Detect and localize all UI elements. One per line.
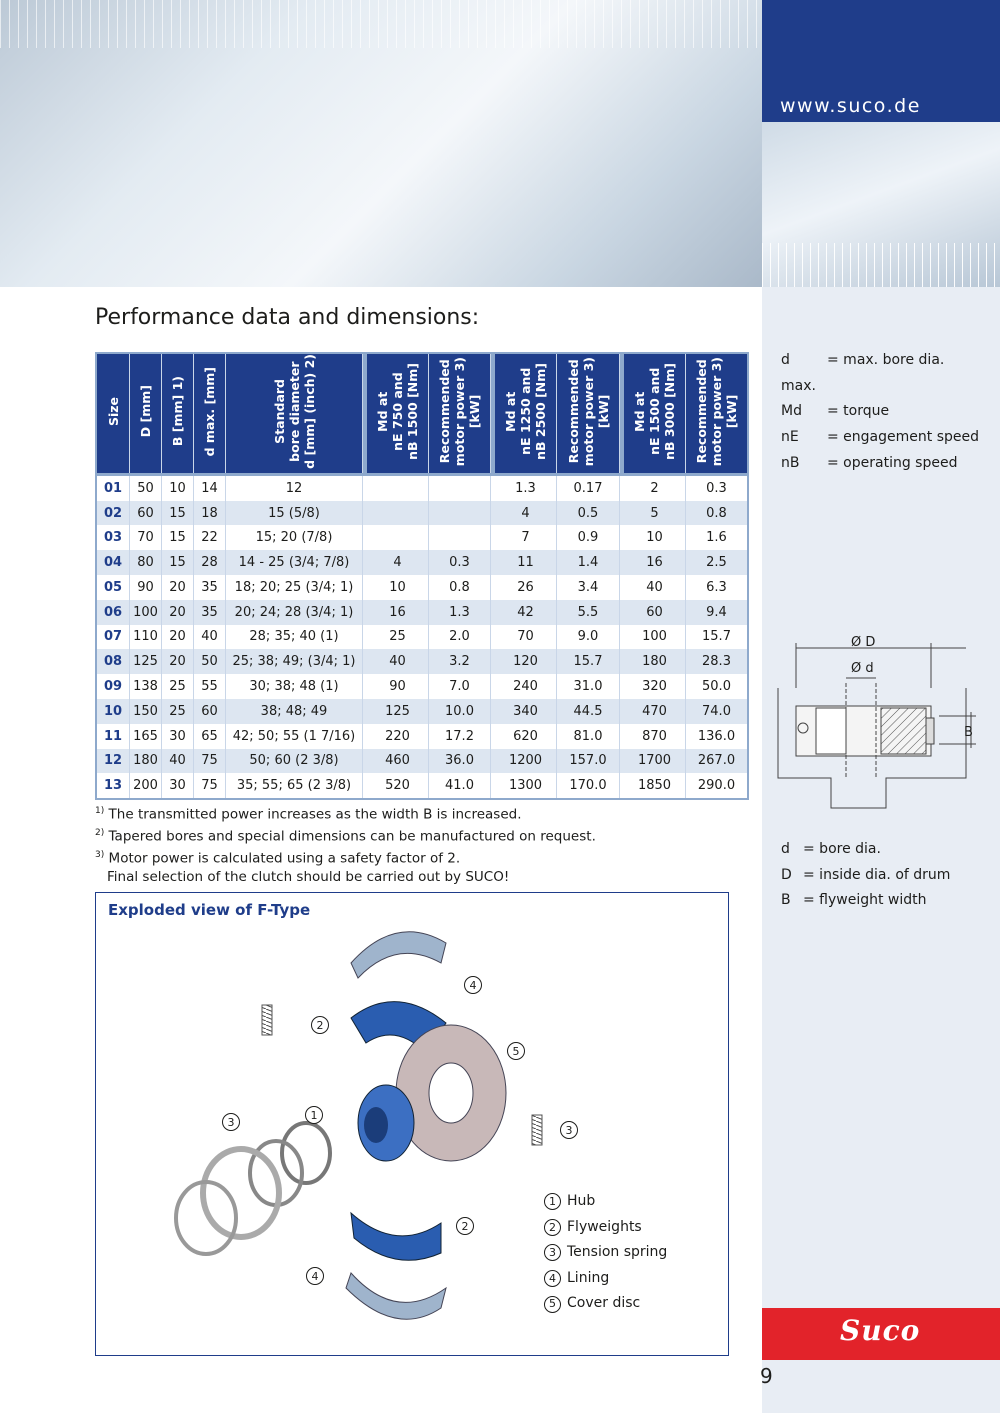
table-cell <box>367 525 429 550</box>
callout-4-bottom <box>307 1268 324 1285</box>
table-cell: 150 <box>130 699 162 724</box>
table-cell: 0.8 <box>686 501 749 526</box>
table-row <box>96 649 748 674</box>
column-header-line: Md at <box>375 391 390 432</box>
table-cell <box>429 474 491 500</box>
table-cell: 9.4 <box>686 600 749 625</box>
table-cell: 12 <box>226 474 363 500</box>
column-header-4 <box>226 353 363 474</box>
table-cell: 31.0 <box>557 674 620 699</box>
table-row <box>96 625 748 650</box>
part-number: 3 <box>544 1244 561 1261</box>
column-header-line: nE 1250 and <box>518 367 533 456</box>
part-item <box>544 1291 667 1317</box>
table-cell: 870 <box>624 724 686 749</box>
table-cell: 60 <box>624 600 686 625</box>
table-cell: 100 <box>624 625 686 650</box>
part-number: 5 <box>544 1296 561 1313</box>
table-cell: 80 <box>130 550 162 575</box>
legend-key: nB <box>781 454 800 471</box>
table-cell: 14 <box>194 474 226 500</box>
part-label: Flyweights <box>567 1218 642 1235</box>
column-header-line: Size <box>105 396 121 426</box>
table-cell: 290.0 <box>686 773 749 799</box>
table-cell: 42 <box>495 600 557 625</box>
table-cell: 25 <box>367 625 429 650</box>
table-cell: 267.0 <box>686 749 749 774</box>
part-item <box>544 1240 667 1266</box>
table-cell: 2.0 <box>429 625 491 650</box>
column-header-7 <box>495 353 557 474</box>
size-cell: 03 <box>96 525 130 550</box>
table-cell: 20 <box>162 600 194 625</box>
size-cell: 13 <box>96 773 130 799</box>
column-header-line: nE 750 and <box>390 372 405 451</box>
table-row <box>96 699 748 724</box>
table-cell: 200 <box>130 773 162 799</box>
table-cell: 40 <box>624 575 686 600</box>
column-header-line: d [mm] (inch) 2) <box>301 354 317 469</box>
table-cell: 16 <box>367 600 429 625</box>
table-cell: 125 <box>130 649 162 674</box>
table-cell: 1200 <box>495 749 557 774</box>
column-header-0 <box>96 353 130 474</box>
column-header-line: [kW] <box>595 394 611 429</box>
table-cell <box>429 525 491 550</box>
table-cell: 11 <box>495 550 557 575</box>
suco-logo: Suco <box>840 1314 921 1347</box>
table-cell: 3.2 <box>429 649 491 674</box>
table-cell: 7.0 <box>429 674 491 699</box>
lining-top <box>351 932 446 978</box>
size-cell: 09 <box>96 674 130 699</box>
table-cell: 240 <box>495 674 557 699</box>
ring-1 <box>282 1123 330 1183</box>
table-cell: 60 <box>194 699 226 724</box>
column-header-6 <box>429 353 491 474</box>
column-header-line: nB 1500 [Nm] <box>405 362 420 460</box>
abbreviation-legend <box>781 348 979 477</box>
table-cell: 10.0 <box>429 699 491 724</box>
table-cell: 70 <box>130 525 162 550</box>
table-cell: 120 <box>495 649 557 674</box>
part-label: Cover disc <box>567 1295 641 1312</box>
clutch-dimension-drawing <box>776 628 986 813</box>
size-cell: 05 <box>96 575 130 600</box>
table-cell: 136.0 <box>686 724 749 749</box>
column-header-line: B [mm] 1) <box>170 376 185 447</box>
table-cell: 9.0 <box>557 625 620 650</box>
table-cell: 35 <box>194 575 226 600</box>
column-header-line: Standard <box>271 379 287 444</box>
table-cell: 1700 <box>624 749 686 774</box>
table-cell: 50 <box>194 649 226 674</box>
table-row <box>96 525 748 550</box>
ruler-ticks <box>0 0 762 48</box>
table-cell: 340 <box>495 699 557 724</box>
column-header-8 <box>557 353 620 474</box>
table-cell: 520 <box>367 773 429 799</box>
table-cell: 28; 35; 40 (1) <box>226 625 363 650</box>
part-item <box>544 1189 667 1215</box>
ring-3 <box>203 1149 279 1237</box>
svg-text:4: 4 <box>469 979 477 992</box>
legend-key: Md <box>781 403 802 420</box>
table-cell: 0.5 <box>557 501 620 526</box>
table-cell: 0.17 <box>557 474 620 500</box>
column-header-line: Recommended <box>437 359 452 464</box>
table-cell: 28 <box>194 550 226 575</box>
size-cell: 01 <box>96 474 130 500</box>
table-cell: 0.8 <box>429 575 491 600</box>
table-cell: 320 <box>624 674 686 699</box>
part-label: Hub <box>567 1193 596 1209</box>
legend-key: B <box>781 892 791 909</box>
website-url[interactable]: www.suco.de <box>780 95 921 117</box>
table-cell: 460 <box>367 749 429 774</box>
legend-key: D <box>781 866 792 883</box>
callout-2-bottom <box>457 1218 474 1235</box>
table-cell: 20 <box>162 625 194 650</box>
legend-key: nE <box>781 429 799 446</box>
table-cell: 15 <box>162 501 194 526</box>
table-row <box>96 773 748 799</box>
table-cell: 75 <box>194 749 226 774</box>
table-cell: 180 <box>624 649 686 674</box>
legend-row <box>781 348 979 399</box>
table-cell: 30 <box>162 724 194 749</box>
table-cell: 6.3 <box>686 575 749 600</box>
svg-text:3: 3 <box>227 1116 235 1129</box>
header-side-photo <box>762 122 1000 287</box>
legend-value: = engagement speed <box>827 429 979 446</box>
table-cell: 60 <box>130 501 162 526</box>
table-cell: 10 <box>367 575 429 600</box>
table-cell: 2.5 <box>686 550 749 575</box>
part-number: 2 <box>544 1219 561 1236</box>
column-header-line: nE 1500 and <box>647 367 662 456</box>
callout-1 <box>306 1107 323 1124</box>
table-row <box>96 550 748 575</box>
legend-row <box>781 837 950 863</box>
legend-value: = flyweight width <box>803 892 927 909</box>
column-header-3 <box>194 353 226 474</box>
table-cell: 15 <box>162 525 194 550</box>
footnote-1-mark: 1) <box>95 806 105 816</box>
table-row <box>96 749 748 774</box>
table-cell: 42; 50; 55 (1 7/16) <box>226 724 363 749</box>
table-cell: 125 <box>367 699 429 724</box>
table-cell: 30 <box>162 773 194 799</box>
legend-value: = inside dia. of drum <box>803 866 951 883</box>
table-cell: 40 <box>367 649 429 674</box>
svg-text:2: 2 <box>316 1019 324 1032</box>
table-cell: 1300 <box>495 773 557 799</box>
table-cell: 4 <box>495 501 557 526</box>
table-cell: 470 <box>624 699 686 724</box>
column-header-line: Recommended <box>694 359 709 464</box>
table-row <box>96 575 748 600</box>
label-outer-diameter: Ø D <box>851 635 876 650</box>
footnote-3-cont: Final selection of the clutch should be carried out by SUCO! <box>107 869 510 886</box>
part-item <box>544 1266 667 1292</box>
lining-bottom <box>346 1273 446 1319</box>
table-cell: 1.6 <box>686 525 749 550</box>
legend-row <box>781 863 950 889</box>
table-cell: 35 <box>194 600 226 625</box>
table-cell: 16 <box>624 550 686 575</box>
table-cell: 38; 48; 49 <box>226 699 363 724</box>
callout-3-left <box>223 1114 240 1131</box>
table-cell: 3.4 <box>557 575 620 600</box>
legend-row <box>781 451 979 477</box>
column-header-line: bore diameter <box>286 361 302 462</box>
table-cell: 18; 20; 25 (3/4; 1) <box>226 575 363 600</box>
svg-text:4: 4 <box>311 1270 319 1283</box>
ruler-ticks <box>762 243 1000 287</box>
table-cell: 5.5 <box>557 600 620 625</box>
part-number: 1 <box>544 1193 561 1210</box>
table-cell: 28.3 <box>686 649 749 674</box>
table-cell: 20 <box>162 575 194 600</box>
table-cell: 157.0 <box>557 749 620 774</box>
table-cell: 74.0 <box>686 699 749 724</box>
table-cell: 1.3 <box>495 474 557 500</box>
table-cell: 110 <box>130 625 162 650</box>
performance-table <box>95 352 749 800</box>
size-cell: 04 <box>96 550 130 575</box>
legend-value: = operating speed <box>827 454 958 471</box>
callout-5 <box>508 1043 525 1060</box>
callout-3-right <box>561 1122 578 1139</box>
column-header-10 <box>686 353 749 474</box>
table-cell: 15 <box>162 550 194 575</box>
legend-row <box>781 399 979 425</box>
table-cell: 75 <box>194 773 226 799</box>
table-cell: 180 <box>130 749 162 774</box>
column-header-line: d max. [mm] <box>202 366 217 457</box>
table-cell: 5 <box>624 501 686 526</box>
flyweight-bottom <box>351 1213 441 1260</box>
table-cell: 138 <box>130 674 162 699</box>
column-header-2 <box>162 353 194 474</box>
table-cell: 15 (5/8) <box>226 501 363 526</box>
column-header-1 <box>130 353 162 474</box>
table-cell: 35; 55; 65 (2 3/8) <box>226 773 363 799</box>
table-cell: 10 <box>624 525 686 550</box>
size-cell: 12 <box>96 749 130 774</box>
size-cell: 11 <box>96 724 130 749</box>
table-cell: 170.0 <box>557 773 620 799</box>
table-cell: 220 <box>367 724 429 749</box>
label-bore-diameter: Ø d <box>851 661 874 676</box>
table-cell: 7 <box>495 525 557 550</box>
exploded-view-title: Exploded view of F-Type <box>108 901 311 919</box>
part-number: 4 <box>544 1270 561 1287</box>
spring-left <box>262 1005 272 1035</box>
svg-text:5: 5 <box>512 1045 520 1058</box>
table-cell: 1850 <box>624 773 686 799</box>
table-row <box>96 501 748 526</box>
table-cell: 17.2 <box>429 724 491 749</box>
legend-value: = torque <box>827 403 890 420</box>
legend-row <box>781 888 950 914</box>
svg-text:3: 3 <box>565 1124 573 1137</box>
table-cell: 55 <box>194 674 226 699</box>
legend-value: = max. bore dia. <box>827 352 945 368</box>
column-header-line: [kW] <box>467 394 482 429</box>
legend-value: = bore dia. <box>803 841 881 857</box>
table-cell: 10 <box>162 474 194 500</box>
footnote-3-mark: 3) <box>95 850 105 861</box>
column-header-line: motor power 3) <box>709 356 724 466</box>
table-cell: 65 <box>194 724 226 749</box>
footnotes <box>95 802 596 887</box>
table-cell: 70 <box>495 625 557 650</box>
table-cell: 1.4 <box>557 550 620 575</box>
table-cell: 90 <box>367 674 429 699</box>
column-header-line: [kW] <box>724 394 739 429</box>
column-header-line: Recommended <box>565 359 581 464</box>
footnote-2-mark: 2) <box>95 828 105 839</box>
footnote-2: Tapered bores and special dimensions can be manufactured on request. <box>108 828 596 845</box>
table-cell: 2 <box>624 474 686 500</box>
table-cell: 620 <box>495 724 557 749</box>
column-header-line: D [mm] <box>138 385 153 438</box>
table-cell: 0.3 <box>686 474 749 500</box>
footnote-1: The transmitted power increases as the width B is increased. <box>108 806 522 823</box>
table-cell: 25 <box>162 699 194 724</box>
column-header-line: motor power 3) <box>452 356 467 466</box>
table-cell: 15.7 <box>686 625 749 650</box>
table-cell: 20 <box>162 649 194 674</box>
page-number: 9 <box>760 1364 773 1388</box>
table-cell: 22 <box>194 525 226 550</box>
table-cell: 30; 38; 48 (1) <box>226 674 363 699</box>
table-cell <box>429 501 491 526</box>
svg-text:1: 1 <box>310 1109 318 1122</box>
part-label: Tension spring <box>567 1244 668 1261</box>
page-title: Performance data and dimensions: <box>95 305 480 330</box>
table-cell: 15; 20 (7/8) <box>226 525 363 550</box>
table-cell: 1.3 <box>429 600 491 625</box>
table-row <box>96 674 748 699</box>
table-cell: 81.0 <box>557 724 620 749</box>
table-cell: 4 <box>367 550 429 575</box>
table-cell: 0.9 <box>557 525 620 550</box>
table-row <box>96 600 748 625</box>
table-cell: 25 <box>162 674 194 699</box>
table-row <box>96 724 748 749</box>
table-cell <box>367 501 429 526</box>
table-cell: 0.3 <box>429 550 491 575</box>
table-cell: 50 <box>130 474 162 500</box>
size-cell: 08 <box>96 649 130 674</box>
part-item <box>544 1215 667 1241</box>
table-cell: 26 <box>495 575 557 600</box>
column-header-9 <box>624 353 686 474</box>
svg-text:2: 2 <box>461 1220 469 1233</box>
table-cell: 40 <box>162 749 194 774</box>
table-cell: 100 <box>130 600 162 625</box>
part-label: Lining <box>567 1269 610 1286</box>
dimension-legend <box>781 837 950 914</box>
table-cell: 44.5 <box>557 699 620 724</box>
size-cell: 10 <box>96 699 130 724</box>
table-cell: 36.0 <box>429 749 491 774</box>
table-cell <box>367 474 429 500</box>
table-cell: 50; 60 (2 3/8) <box>226 749 363 774</box>
column-header-line: Md at <box>503 391 518 432</box>
parts-list <box>544 1189 667 1317</box>
table-cell: 15.7 <box>557 649 620 674</box>
size-cell: 02 <box>96 501 130 526</box>
table-cell: 25; 38; 49; (3/4; 1) <box>226 649 363 674</box>
table-cell: 14 - 25 (3/4; 7/8) <box>226 550 363 575</box>
callout-4-top <box>465 977 482 994</box>
table-cell: 41.0 <box>429 773 491 799</box>
column-header-5 <box>367 353 429 474</box>
table-cell: 18 <box>194 501 226 526</box>
table-cell: 20; 24; 28 (3/4; 1) <box>226 600 363 625</box>
exploded-view-panel <box>95 892 729 1356</box>
legend-row <box>781 425 979 451</box>
label-width: B <box>964 725 973 740</box>
column-header-line: nB 2500 [Nm] <box>533 362 548 460</box>
legend-key: d <box>781 841 790 857</box>
header-banner-photo <box>0 0 762 287</box>
size-cell: 07 <box>96 625 130 650</box>
spring-right <box>532 1115 542 1145</box>
size-cell: 06 <box>96 600 130 625</box>
footnote-3: Motor power is calculated using a safety factor of 2. <box>108 850 461 867</box>
table-cell: 40 <box>194 625 226 650</box>
table-cell: 50.0 <box>686 674 749 699</box>
table-row <box>96 474 748 500</box>
table-cell: 90 <box>130 575 162 600</box>
column-header-line: Md at <box>632 391 647 432</box>
table-cell: 165 <box>130 724 162 749</box>
column-header-line: motor power 3) <box>580 356 596 466</box>
callout-2-top <box>312 1017 329 1034</box>
legend-key: d max. <box>781 352 816 394</box>
column-header-line: nB 3000 [Nm] <box>662 362 677 460</box>
